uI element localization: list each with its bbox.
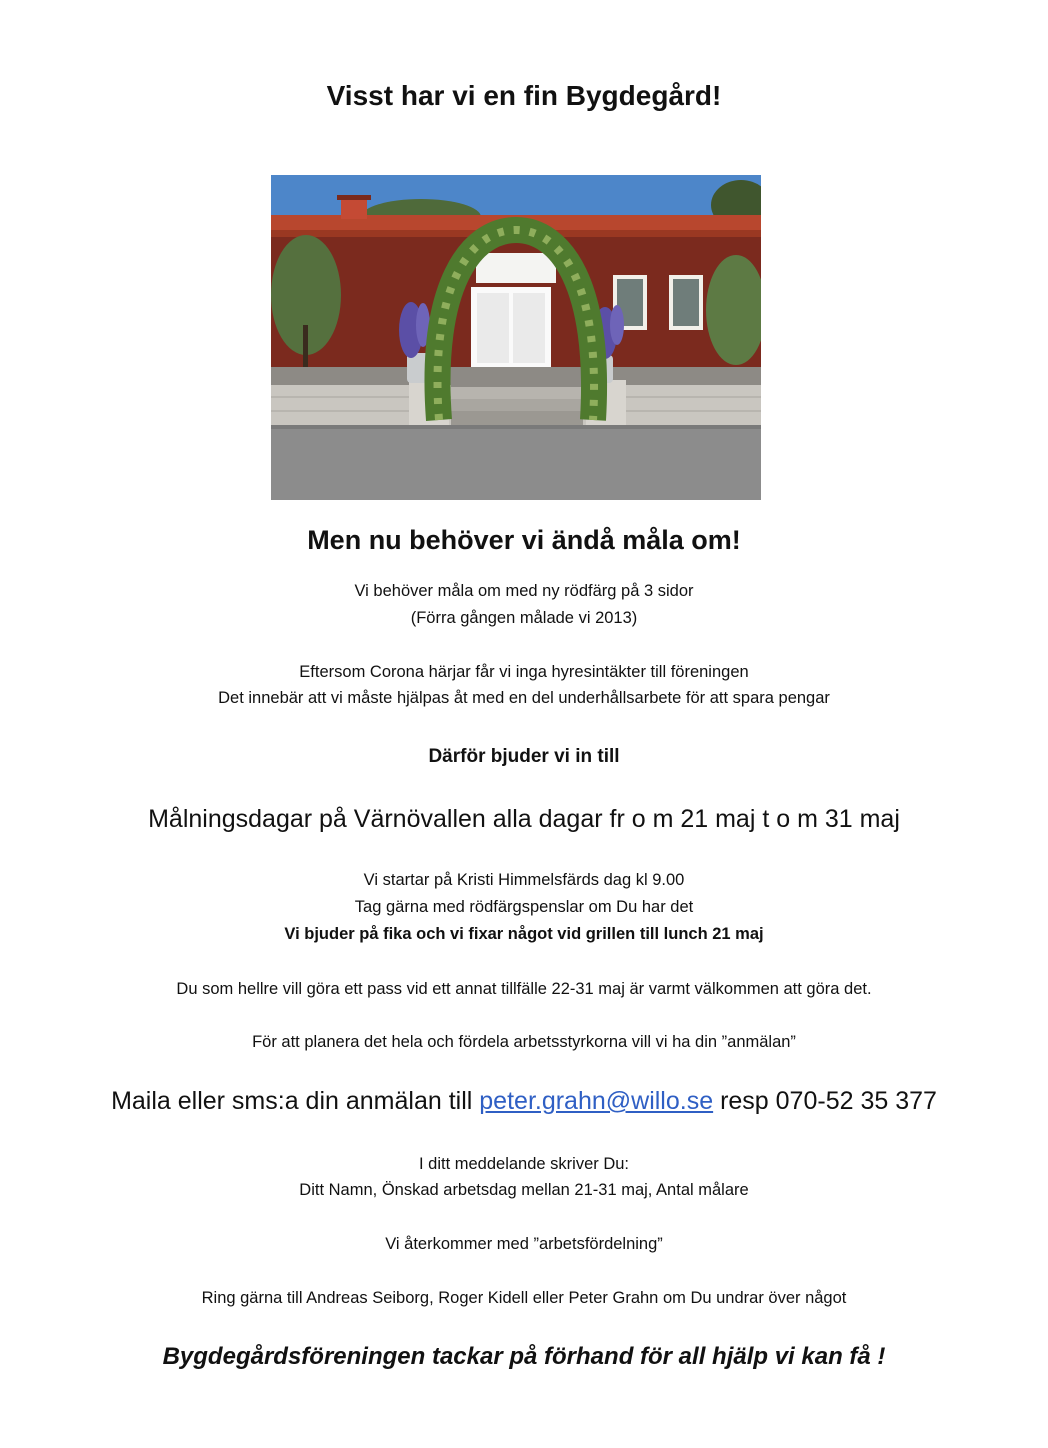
contact-prefix: Maila eller sms:a din anmälan till [111, 1087, 473, 1115]
reply-line: Vi återkommer med ”arbetsfördelning” [385, 1235, 663, 1253]
invite-heading: Därför bjuder vi in till [428, 746, 620, 767]
intro-line-1: Vi behöver måla om med ny rödfärg på 3 sidor [354, 582, 694, 600]
community-hall-photo [271, 175, 761, 500]
subtitle: Men nu behöver vi ändå måla om! [307, 525, 741, 555]
reason-line-2: Det innebär att vi måste hjälpas åt med en del underhållsarbete för att spara pengar [218, 689, 830, 707]
detail-lunch: Vi bjuder på fika och vi fixar något vid grillen till lunch 21 maj [284, 925, 764, 943]
planning-line: För att planera det hela och fördela arbetsstyrkorna vill vi ha din ”anmälan” [252, 1033, 796, 1051]
message-line-1: I ditt meddelande skriver Du: [418, 1155, 629, 1173]
detail-start: Vi startar på Kristi Himmelsfärds dag kl 9.00 [363, 871, 685, 889]
reason-line-1: Eftersom Corona härjar får vi inga hyresintäkter till föreningen [299, 663, 749, 681]
detail-brushes: Tag gärna med rödfärgspenslar om Du har det [354, 898, 694, 916]
event-line: Målningsdagar på Värnövallen alla dagar fr o m 21 maj t o m 31 maj [148, 805, 900, 833]
contact-line [0, 1087, 1048, 1116]
alternative-line: Du som hellre vill göra ett pass vid ett annat tillfälle 22-31 maj är varmt välkommen att göra det. [176, 980, 872, 998]
intro-line-2: (Förra gången målade vi 2013) [410, 609, 638, 627]
page-title: Visst har vi en fin Bygdegård! [326, 80, 722, 111]
email-link[interactable]: peter.grahn@willo.se [479, 1087, 714, 1115]
message-line-2: Ditt Namn, Önskad arbetsdag mellan 21-31 maj, Antal målare [299, 1181, 749, 1199]
closing-line: Bygdegårdsföreningen tackar på förhand för all hjälp vi kan få ! [162, 1343, 886, 1370]
contact-phone: resp 070-52 35 377 [720, 1087, 937, 1115]
questions-line: Ring gärna till Andreas Seiborg, Roger Kidell eller Peter Grahn om Du undrar över något [201, 1289, 847, 1307]
